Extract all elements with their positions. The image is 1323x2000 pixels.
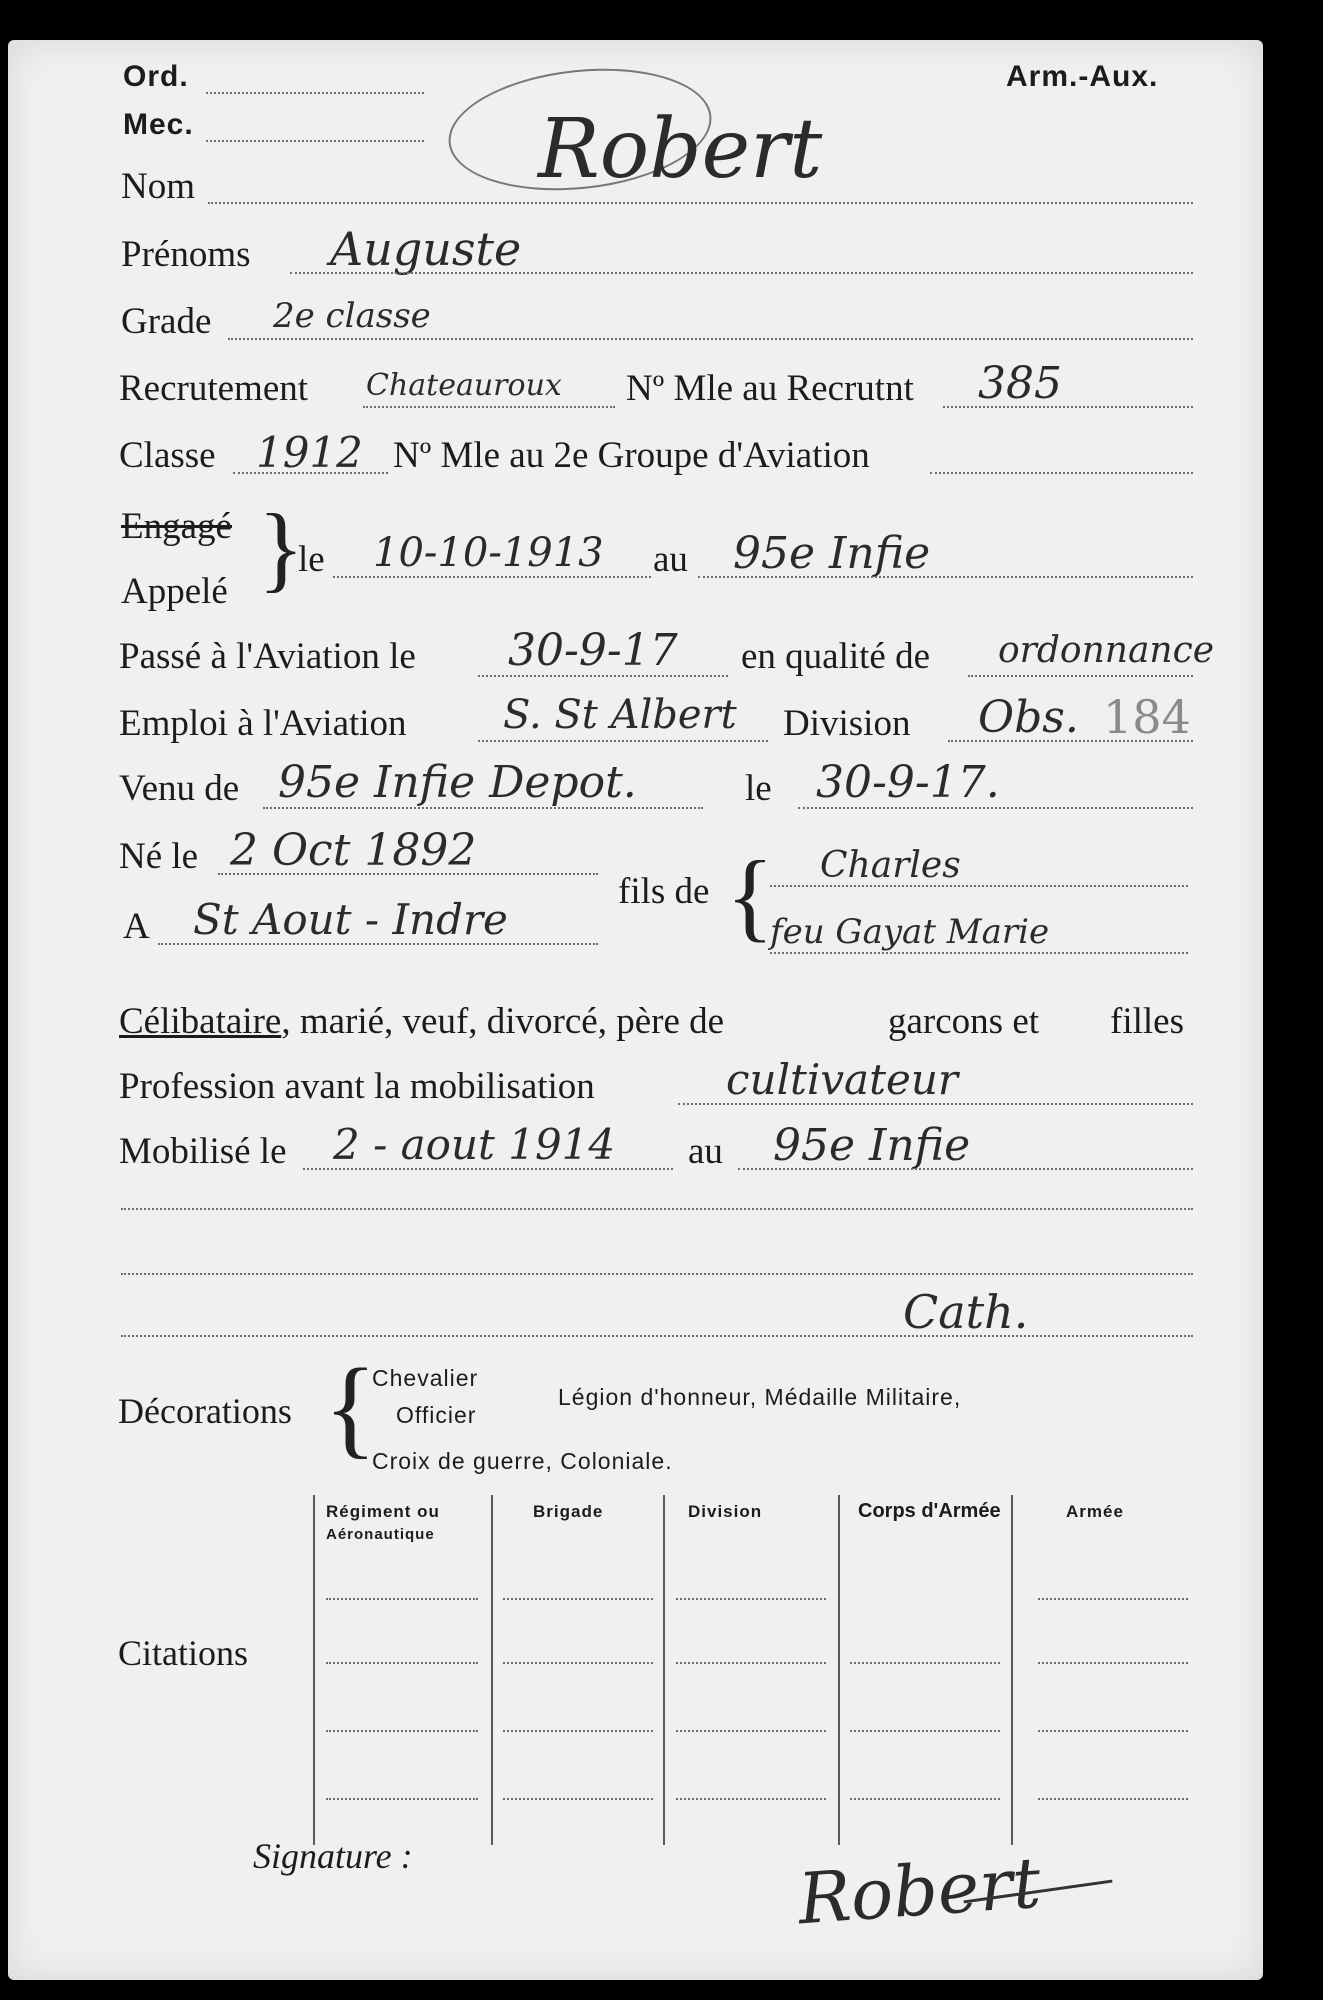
profession-line	[678, 1103, 1193, 1105]
citations-col-armee: Armée	[1066, 1502, 1124, 1521]
venu-le-label: le	[745, 768, 772, 809]
nom-value: Robert	[538, 102, 823, 197]
ne-value: 2 Oct 1892	[230, 825, 477, 876]
qualite-label: en qualité de	[741, 636, 931, 677]
engage-date-value: 10-10-1913	[373, 530, 604, 576]
cit-line-r4c5	[1038, 1798, 1188, 1800]
passe-label: Passé à l'Aviation le	[119, 636, 416, 677]
father-value: Charles	[820, 845, 961, 886]
citations-col-divider-0	[313, 1495, 315, 1845]
nom-label: Nom	[121, 166, 195, 207]
cit-line-r3c4	[850, 1730, 1000, 1732]
grade-value: 2e classe	[273, 296, 431, 336]
mec-label: Mec.	[123, 108, 194, 141]
citations-col-divider-2	[663, 1495, 665, 1845]
recrutement-line	[363, 406, 615, 408]
mother-line	[770, 952, 1188, 954]
cit-line-r2c4	[850, 1662, 1000, 1664]
decorations-croix: Croix de guerre, Coloniale.	[372, 1448, 673, 1474]
decorations-officier: Officier	[396, 1402, 477, 1428]
cit-line-r1c2	[503, 1598, 653, 1600]
no-ml-recrut-line	[943, 406, 1193, 408]
blank-line-3	[121, 1335, 1193, 1337]
classe-label: Classe	[119, 435, 216, 476]
citations-label: Citations	[118, 1633, 249, 1673]
a-line	[158, 943, 598, 945]
cit-line-r1c5	[1038, 1598, 1188, 1600]
ne-label: Né le	[119, 836, 199, 877]
prenoms-label: Prénoms	[121, 234, 251, 275]
a-value: St Aout - Indre	[193, 895, 508, 944]
decorations-label: Décorations	[118, 1391, 292, 1431]
no-ml-recrut-value: 385	[978, 358, 1062, 409]
mobilise-unit-line	[738, 1168, 1193, 1170]
ord-label: Ord.	[123, 60, 189, 93]
father-line	[770, 885, 1188, 887]
cit-line-r2c2	[503, 1662, 653, 1664]
cit-line-r2c5	[1038, 1662, 1188, 1664]
qualite-line	[968, 675, 1193, 677]
arm-aux-label: Arm.-Aux.	[1006, 60, 1159, 93]
emploi-value: S. St Albert	[503, 692, 737, 738]
cit-line-r2c1	[326, 1662, 478, 1664]
mec-line	[206, 140, 424, 142]
grade-line	[228, 338, 1193, 340]
no-ml-recrut-label: Nº Mle au Recrutnt	[626, 368, 914, 409]
no-ml-groupe-label: Nº Mle au 2e Groupe d'Aviation	[393, 435, 870, 476]
cit-line-r3c5	[1038, 1730, 1188, 1732]
cit-line-r4c1	[326, 1798, 478, 1800]
engage-label: Engagé	[121, 506, 232, 547]
citations-col-regiment-l2: Aéronautique	[326, 1526, 435, 1543]
citations-col-divider-3	[838, 1495, 840, 1845]
signature-value: Robert	[795, 1841, 1044, 1941]
citations-col-regiment-l1: Régiment ou	[326, 1502, 440, 1521]
garcons-label: garcons et	[888, 1001, 1040, 1042]
recrutement-label: Recrutement	[119, 368, 309, 409]
qualite-value: ordonnance	[998, 630, 1215, 671]
profession-value: cultivateur	[726, 1055, 958, 1104]
citations-col-divider-4	[1011, 1495, 1013, 1845]
grade-label: Grade	[121, 301, 212, 342]
venu-line	[263, 807, 703, 809]
decorations-chevalier: Chevalier	[372, 1365, 479, 1391]
classe-line	[233, 472, 388, 474]
filles-label: filles	[1110, 1001, 1184, 1042]
prenoms-value: Auguste	[330, 222, 522, 276]
mobilise-date-line	[303, 1168, 673, 1170]
nom-line	[208, 202, 1193, 204]
classe-value: 1912	[256, 428, 363, 477]
passe-value: 30-9-17	[508, 625, 678, 676]
cit-line-r3c3	[676, 1730, 826, 1732]
mobilise-unit-value: 95e Infie	[773, 1120, 971, 1171]
mother-value: feu Gayat Marie	[770, 912, 1050, 952]
engage-date-line	[333, 576, 651, 578]
mobilise-au-label: au	[688, 1131, 723, 1172]
no-ml-groupe-line	[930, 472, 1193, 474]
recrutement-value: Chateauroux	[366, 368, 562, 403]
civil-status-rest: , marié, veuf, divorcé, père de	[281, 1001, 725, 1042]
civil-selected: Célibataire	[119, 1001, 282, 1042]
citations-col-corps: Corps d'Armée	[858, 1500, 1001, 1522]
profession-label: Profession avant la mobilisation	[119, 1066, 595, 1107]
citations-col-divider-1	[491, 1495, 493, 1845]
blank-line-1	[121, 1208, 1193, 1210]
mobilise-date-value: 2 - aout 1914	[333, 1120, 616, 1169]
religion-value: Cath.	[903, 1285, 1029, 1339]
division-value: Obs.	[978, 692, 1079, 743]
signature-label: Signature :	[253, 1836, 413, 1876]
division-extra: 184	[1103, 690, 1191, 744]
appele-label: Appelé	[121, 571, 228, 612]
venu-date-line	[798, 807, 1193, 809]
fils-de-label: fils de	[618, 871, 710, 912]
citations-col-brigade: Brigade	[533, 1502, 604, 1521]
engage-unit-line	[698, 576, 1193, 578]
cit-line-r3c1	[326, 1730, 478, 1732]
personnel-record-card	[8, 40, 1263, 1980]
division-line	[948, 740, 1193, 742]
passe-line	[478, 675, 728, 677]
cit-line-r1c1	[326, 1598, 478, 1600]
engage-brace: }	[258, 494, 305, 601]
emploi-line	[478, 740, 768, 742]
ne-line	[218, 873, 598, 875]
au-label: au	[653, 539, 688, 580]
venu-value: 95e Infie Depot.	[278, 757, 637, 808]
blank-line-2	[121, 1273, 1193, 1275]
emploi-label: Emploi à l'Aviation	[119, 703, 407, 744]
decorations-brace: {	[324, 1346, 377, 1468]
division-label: Division	[783, 703, 911, 744]
prenoms-line	[290, 272, 1193, 274]
fils-de-brace: {	[726, 840, 774, 951]
citations-col-division: Division	[688, 1502, 763, 1521]
venu-date-value: 30-9-17.	[816, 757, 1000, 808]
engage-unit-value: 95e Infie	[733, 528, 931, 579]
cit-line-r4c3	[676, 1798, 826, 1800]
cit-line-r4c2	[503, 1798, 653, 1800]
mobilise-label: Mobilisé le	[119, 1131, 287, 1172]
decorations-legion: Légion d'honneur, Médaille Militaire,	[558, 1384, 962, 1410]
cit-line-r1c3	[676, 1598, 826, 1600]
cit-line-r4c4	[850, 1798, 1000, 1800]
venu-label: Venu de	[119, 768, 240, 809]
le-label: le	[298, 539, 325, 580]
ord-line	[206, 92, 424, 94]
a-label: A	[123, 906, 150, 947]
cit-line-r3c2	[503, 1730, 653, 1732]
civil-status-text	[119, 1000, 724, 1043]
cit-line-r2c3	[676, 1662, 826, 1664]
